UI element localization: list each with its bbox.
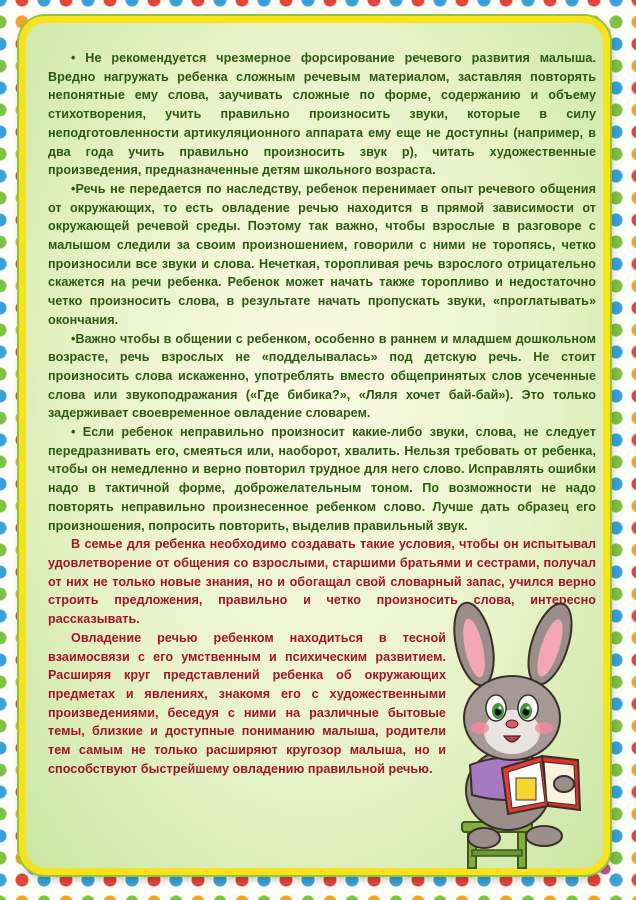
advice-paragraph: • Не рекомендуется чрезмерное форсирование речевого развития малыша. Вредно нагружать ребенка сложным речевым материалом, заставляя повторять непонятные ему слова, заучивать сложные по форме, содержанию и объему стихотворения, учить правильно произносить звуки, которые в силу неподготовленности артикуляционного аппарата ему еще не доступны (например, в два года учить правильно произносить звук р), читать художественные произведения, предназначенные детям школьного возраста. — [48, 51, 596, 178]
advice-paragraph: •Важно чтобы в общении с ребенком, особенно в раннем и младшем дошкольном возрасте, речь взрослых не «подделывалась» под детскую речь. Не стоит произносить слова искаженно, употреблять вместо общепринятых слов усеченные слова или звукоподражания («Где бибика?», «Ляля хочет бай-бай»). Это только задерживает своевременное овладение словарем. — [48, 331, 596, 421]
advice-paragraph: •Речь не передается по наследству, ребенок перенимает опыт речевого общения от окружающих, то есть овладение речью находится в прямой зависимости от окружающей речевой среды. Поэтому так важно, чтобы взрослые в разговоре с малышом следили за своим произношением, говорили с ними не торопясь, четко произносили все звуки и слова. Нечеткая, торопливая речь взрослого отрицательно скажется на речи ребенка. Ребенок может начать также торопливо и недостаточно четко произносить слова, в результате начать пропускать звуки, «проглатывать» окончания. — [48, 181, 596, 327]
advice-list — [48, 49, 596, 535]
family-paragraph: В семье для ребенка необходимо создавать такие условия, чтобы он испытывал удовлетворение от общения со взрослыми, старшими братьями и сестрами, получал от них не только новые знания, но и обогащал свой словарный запас, учился верно строить предложения, правильно и четко произносить слова, интересно рассказывать. — [48, 537, 596, 627]
advice-paragraph: • Если ребенок неправильно произносит какие-либо звуки, слова, не следует передразнивать его, смеяться или, наоборот, хвалить. Нельзя требовать от ребенка, чтобы он немедленно и верно повторил трудное для него слово. Исправлять ошибки надо в тактичной форме, доброжелательным тоном. По возможности не надо повторять неправильно произнесенное ребенком слово. Лучше дать образец его произношения, попросить повторить, выделив правильный звук. — [48, 425, 596, 533]
development-paragraph: Овладение речью ребенком находиться в тесной взаимосвязи с его умственным и психическим развитием. Расширяя круг представлений ребенка об окружающих предметах и явлениях, знакомя его с художественными произведениями, беседуя с ними на различные бытовые темы, близкие и доступные пониманию малыша, родители тем самым не только расширяют кругозор малыша, но и способствуют быстрейшему овладению правильной речью. — [48, 630, 446, 776]
bunny-illustration — [432, 600, 592, 870]
